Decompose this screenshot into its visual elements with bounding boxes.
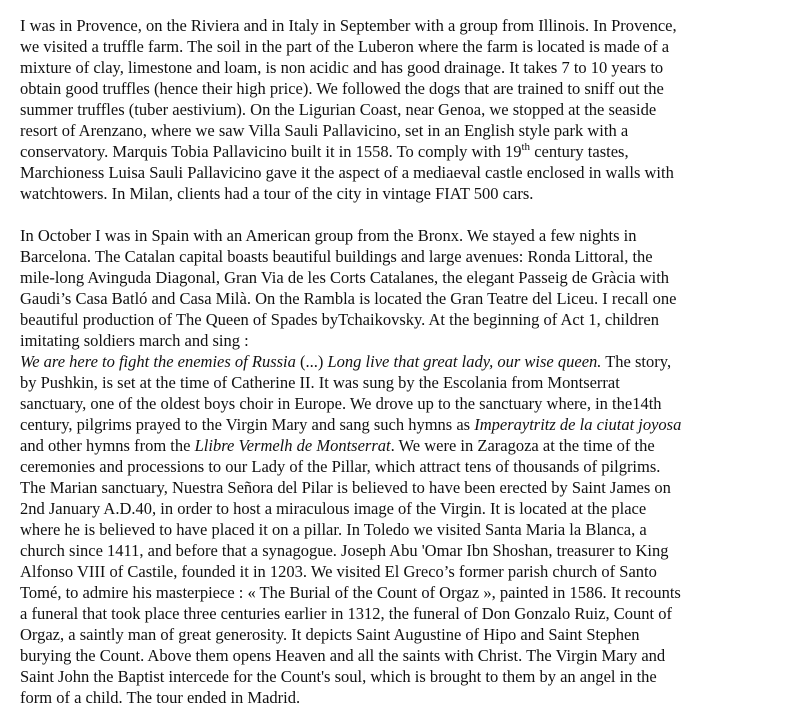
text-line: Gaudi’s Casa Batló and Casa Milà. On the Rambla is located the Gran Teatre del Liceu. I recall one [20, 289, 677, 308]
text-line: obtain good truffles (hence their high price). We followed the dogs that are trained to sniff out the [20, 79, 664, 98]
text-line [20, 435, 794, 456]
text-line: where he is believed to have placed it on a pillar. In Toledo we visited Santa Maria la Blanca, a [20, 520, 647, 539]
text-segment: conservatory. Marquis Tobia Pallavicino built it in 1558. To comply with 19 [20, 142, 522, 161]
italic-quote: Long live that great lady, our wise queen. [327, 352, 602, 371]
text-line: form of a child. The tour ended in Madrid. [20, 688, 301, 707]
text-line: Tomé, to admire his masterpiece : « The Burial of the Count of Orgaz », painted in 1586. It recounts [20, 583, 681, 602]
text-segment: century, pilgrims prayed to the Virgin Mary and sang such hymns as [20, 415, 475, 434]
text-line: mixture of clay, limestone and loam, is non acidic and has good drainage. It takes 7 to 10 years to [20, 58, 664, 77]
text-line: burying the Count. Above them opens Heaven and all the saints with Christ. The Virgin Mary and [20, 646, 666, 665]
text-line: by Pushkin, is set at the time of Catherine II. It was sung by the Escolania from Montserrat [20, 373, 620, 392]
text-line: a funeral that took place three centuries earlier in 1312, the funeral of Don Gonzalo Ruiz, Count of [20, 604, 672, 623]
text-line: Saint John the Baptist intercede for the Count's soul, which is brought to them by an angel in the [20, 667, 657, 686]
text-line [20, 141, 794, 162]
italic-title: Llibre Vermelh de Montserrat [194, 436, 391, 455]
text-segment: The story, [601, 352, 672, 371]
text-line: The Marian sanctuary, Nuestra Señora del Pilar is believed to have been erected by Saint James on [20, 478, 671, 497]
text-line: Barcelona. The Catalan capital boasts beautiful buildings and large avenues: Ronda Littoral, the [20, 247, 653, 266]
text-line: watchtowers. In Milan, clients had a tour of the city in vintage FIAT 500 cars. [20, 184, 534, 203]
text-line: Marchioness Luisa Sauli Pallavicino gave it the aspect of a mediaeval castle enclosed in walls with [20, 163, 674, 182]
italic-title: Imperaytritz de la ciutat joyosa [474, 415, 682, 434]
text-line: resort of Arenzano, where we saw Villa Sauli Pallavicino, set in an English style park with a [20, 121, 629, 140]
text-line [20, 414, 794, 435]
text-line: sanctuary, one of the oldest boys choir in Europe. We drove up to the sanctuary where, in the14th [20, 394, 662, 413]
text-line: church since 1411, and before that a synagogue. Joseph Abu 'Omar Ibn Shoshan, treasurer to King [20, 541, 669, 560]
text-line: we visited a truffle farm. The soil in the part of the Luberon where the farm is located is made of a [20, 37, 670, 56]
text-line: Orgaz, a saintly man of great generosity. It depicts Saint Augustine of Hipo and Saint Stephen [20, 625, 640, 644]
text-line: In October I was in Spain with an American group from the Bronx. We stayed a few nights in [20, 226, 637, 245]
superscript-th: th [521, 140, 531, 153]
text-line: imitating soldiers march and sing : [20, 331, 249, 350]
text-line [20, 351, 794, 372]
text-line: I was in Provence, on the Riviera and in Italy in September with a group from Illinois. In Provence, [20, 16, 677, 35]
text-line: ceremonies and processions to our Lady of the Pillar, which attract tens of thousands of pilgrims. [20, 457, 661, 476]
text-line: summer truffles (tuber aestivium). On the Ligurian Coast, near Genoa, we stopped at the seaside [20, 100, 657, 119]
paragraph-spain [20, 225, 794, 708]
text-line: Alfonso VIII of Castile, founded it in 1203. We visited El Greco’s former parish church of Santo [20, 562, 657, 581]
text-line: mile-long Avinguda Diagonal, Gran Via de les Corts Catalanes, the elegant Passeig de Gràcia with [20, 268, 670, 287]
text-segment: century tastes, [530, 142, 629, 161]
text-segment: and other hymns from the [20, 436, 195, 455]
paragraph-gap [20, 204, 794, 225]
text-segment: . We were in Zaragoza at the time of the [390, 436, 655, 455]
text-segment: (...) [295, 352, 328, 371]
text-line: 2nd January A.D.40, in order to host a miraculous image of the Virgin. It is located at the place [20, 499, 647, 518]
italic-quote: We are here to fight the enemies of Russia [20, 352, 296, 371]
text-line: beautiful production of The Queen of Spades byTchaikovsky. At the beginning of Act 1, children [20, 310, 659, 329]
paragraph-provence-italy [20, 15, 794, 204]
